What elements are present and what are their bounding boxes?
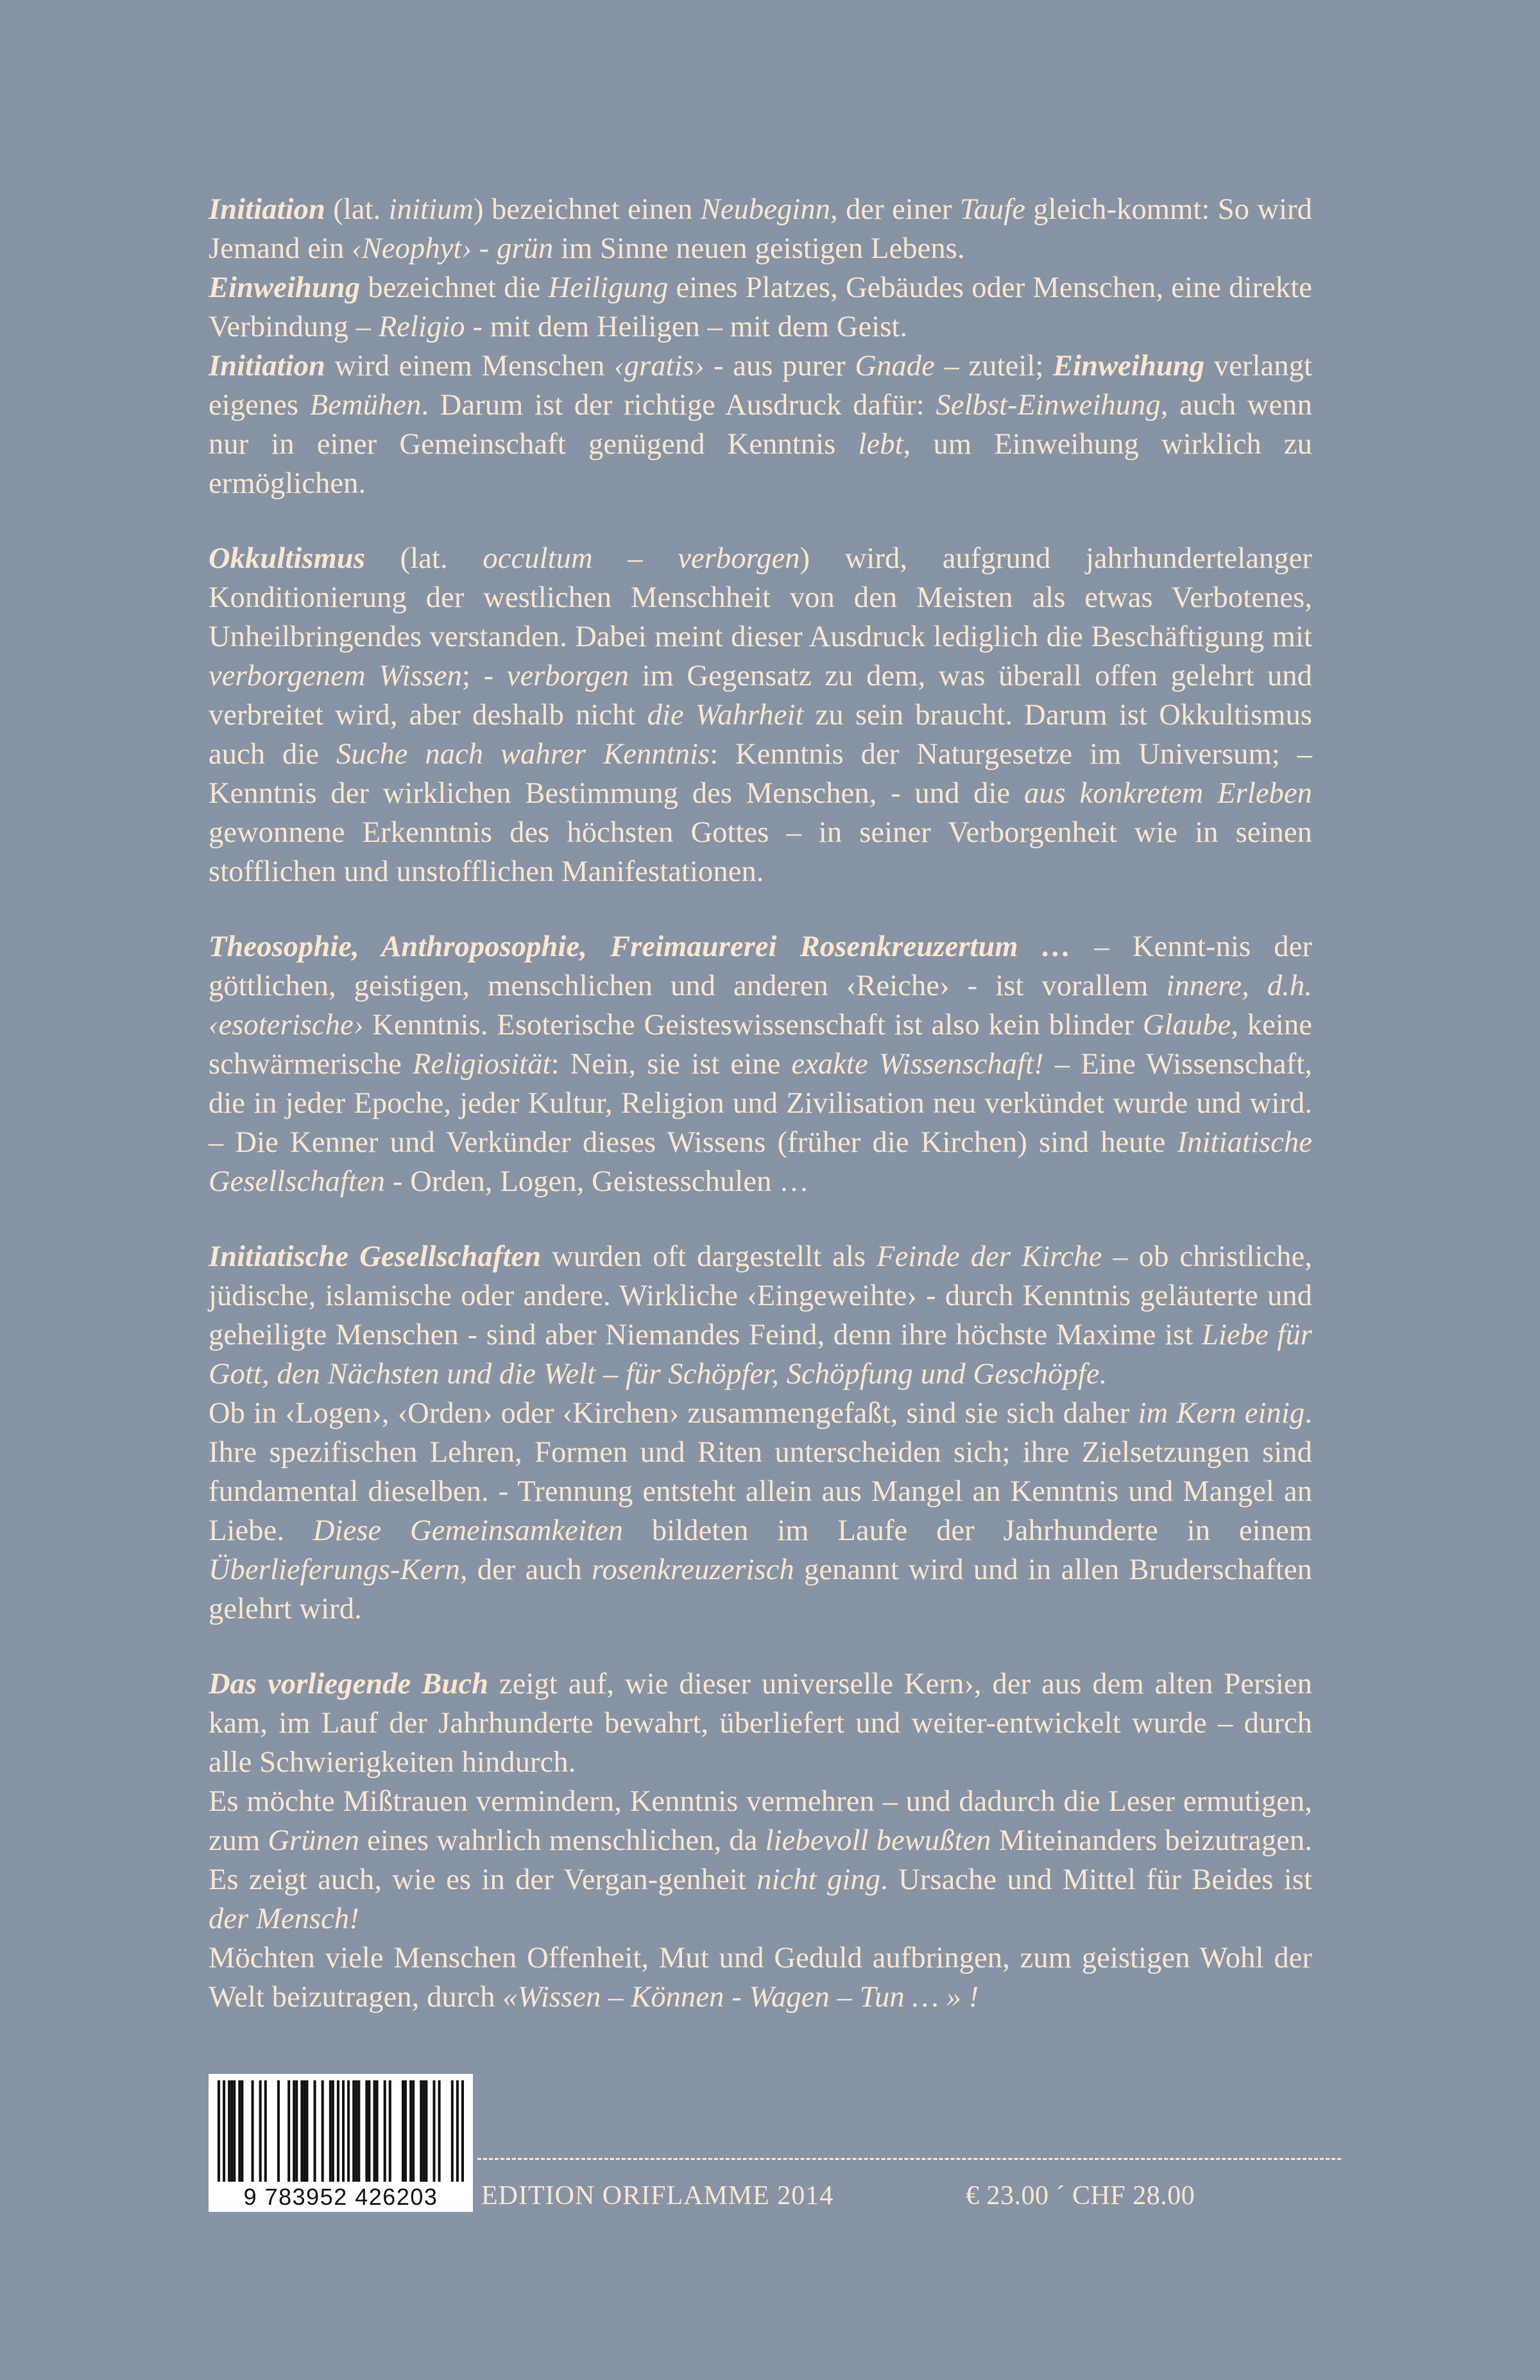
emphasis-text: Heiligung: [548, 271, 669, 304]
paragraph: [209, 539, 1312, 891]
keyword-heading: Einweihung: [209, 271, 361, 304]
body-text: genannt wird und in allen Bruderschaften gelehrt wird.: [209, 1554, 1312, 1625]
emphasis-text: Bemühen: [309, 389, 422, 422]
body-text: Es möchte Mißtrauen vermindern, Kenntnis vermehren – und dadurch die Leser ermutigen, zum: [209, 1785, 1312, 1857]
barcode-bar: [230, 2080, 233, 2182]
barcode-bar: [305, 2080, 308, 2182]
isbn-barcode: [209, 2074, 473, 2212]
barcode-bar: [422, 2080, 425, 2182]
body-text: : Nein, sie ist eine: [551, 1048, 792, 1081]
body-text: (lat.: [325, 193, 389, 226]
body-text: - Orden, Logen, Geistesschulen …: [385, 1165, 809, 1198]
body-text: Möchten viele Menschen Offenheit, Mut und Geduld aufbringen, zum geistigen Wohl der Welt beizutragen, durch: [209, 1942, 1312, 2014]
barcode-bar: [402, 2080, 404, 2182]
barcode-bar: [300, 2080, 303, 2182]
body-text: - aus purer: [704, 350, 855, 382]
emphasis-text: im Kern einig: [1138, 1397, 1305, 1430]
paragraph: [209, 1665, 1312, 2017]
emphasis-text: lebt: [858, 428, 903, 461]
emphasis-text: occultum – verborgen: [483, 542, 800, 575]
barcode-bars: [218, 2080, 464, 2182]
dashed-divider: [477, 2158, 1341, 2160]
body-text: zu sein braucht. Darum ist Okkultismus auch die: [209, 699, 1312, 771]
barcode-bar: [228, 2080, 230, 2182]
barcode-bar: [223, 2080, 225, 2182]
body-text: , der einer: [830, 193, 960, 226]
emphasis-text: Neubeginn: [700, 193, 831, 226]
body-text: . Ursache und Mittel für Beides ist: [880, 1863, 1312, 1896]
price-label: € 23.00 ´ CHF 28.00: [966, 2181, 1195, 2211]
body-text: – zuteil;: [934, 350, 1054, 382]
emphasis-text: Gnade: [855, 350, 935, 382]
barcode-bar: [389, 2080, 391, 2182]
emphasis-text: nicht ging: [757, 1863, 881, 1896]
body-text: , der auch: [459, 1554, 592, 1586]
emphasis-text: liebevoll bewußten: [765, 1824, 991, 1857]
barcode-bar: [295, 2080, 298, 2182]
body-text: gewonnene Erkenntnis des höchsten Gottes – in seiner Verborgenheit wie in seinen stofflichen und unstofflichen Manifestationen.: [209, 816, 1312, 888]
barcode-bar: [373, 2080, 376, 2182]
emphasis-text: Suche nach wahrer Kenntnis: [336, 738, 710, 771]
barcode-bar: [432, 2080, 435, 2182]
emphasis-text: Taufe: [959, 193, 1025, 226]
emphasis-text: Religiosität: [412, 1048, 551, 1081]
body-text: ) bezeichnet einen: [474, 193, 701, 226]
barcode-bar: [425, 2080, 427, 2182]
body-text: , keine schwärmerische: [209, 1009, 1312, 1081]
barcode-bar: [287, 2080, 290, 2182]
paragraph-line: [209, 190, 1312, 268]
emphasis-text: aus konkretem Erleben: [1023, 777, 1312, 810]
barcode-bar: [352, 2080, 355, 2182]
emphasis-text: Diese Gemeinsamkeiten: [312, 1514, 624, 1547]
body-text: zeigt auf, wie dieser universelle Kern›, der aus dem alten Persien kam, im Lauf der Jahrhunderte bewahrt, überliefert und weiter-entwickelt wurde – durch alle Schwierigkeiten hindurch.: [209, 1668, 1312, 1779]
barcode-bar: [303, 2080, 305, 2182]
body-text: – Kennt-nis der göttlichen, geistigen, menschlichen und anderen ‹Reiche› - ist vorallem: [209, 930, 1312, 1002]
emphasis-text: der Mensch!: [209, 1903, 359, 1935]
keyword-heading: Theosophie, Anthroposophie, Freimaurerei Rosenkreuzertum …: [209, 930, 1072, 963]
emphasis-text: Selbst-Einweihung: [936, 389, 1161, 422]
barcode-bar: [376, 2080, 379, 2182]
barcode-bar: [241, 2080, 243, 2182]
body-text: : Kenntnis der Naturgesetze im Universum; – Kenntnis der wirklichen Bestimmung des Menschen, - und die: [209, 738, 1312, 810]
barcode-bar: [238, 2080, 241, 2182]
barcode-bar: [357, 2080, 360, 2182]
body-text: bildeten im Laufe der Jahrhunderte in einem: [623, 1514, 1312, 1547]
emphasis-text: Glaube: [1142, 1009, 1231, 1041]
body-text: eines Platzes, Gebäudes oder Menschen, eine direkte Verbindung –: [209, 271, 1312, 343]
emphasis-text: Überlieferungs-Kern: [209, 1554, 460, 1586]
barcode-bar: [218, 2080, 220, 2182]
body-text: - mit dem Heiligen – mit dem Geist.: [465, 311, 908, 343]
keyword-heading: Das vorliegende Buch: [209, 1668, 489, 1700]
paragraph-line: [209, 1237, 1312, 1394]
publisher-imprint: EDITION ORIFLAMME 2014: [481, 2181, 834, 2211]
keyword-heading: Einweihung: [1053, 350, 1205, 382]
barcode-bar: [412, 2080, 415, 2182]
barcode-bar: [355, 2080, 357, 2182]
barcode-bar: [332, 2080, 334, 2182]
keyword-heading: Initiatische Gesellschaften: [209, 1240, 542, 1273]
emphasis-text: initium: [388, 193, 474, 226]
body-text: – Eine Wissenschaft, die in jeder Epoche, jeder Kultur, Religion und Zivilisation neu verkündet wurde und wird. – Die Kenner und Verkünder dieses Wissens (früher die Kirchen) sind heute: [209, 1048, 1312, 1159]
body-text: ; -: [462, 660, 507, 692]
paragraph-line: [209, 1939, 1312, 2017]
emphasis-text: grün: [497, 232, 554, 265]
keyword-heading: Initiation: [209, 193, 325, 226]
keyword-heading: Initiation: [209, 350, 325, 382]
barcode-bar: [337, 2080, 339, 2182]
body-text: Miteinanders beizutragen. Es zeigt auch, wie es in der Vergan-genheit: [209, 1824, 1312, 1896]
emphasis-text: Grünen: [268, 1824, 360, 1857]
body-text: -: [472, 232, 497, 265]
barcode-bar: [293, 2080, 295, 2182]
paragraph: [209, 1237, 1312, 1629]
paragraph-line: [209, 1394, 1312, 1629]
barcode-number: 9 783952 426203: [243, 2184, 438, 2210]
emphasis-text: «Wissen – Können - Wagen – Tun … » !: [502, 1981, 979, 2014]
body-text: . Ihre spezifischen Lehren, Formen und Riten unterscheiden sich; ihre Zielsetzungen sind fundamental dieselben. - Trennung entsteht allein aus Mangel an Kenntnis und Mangel an Liebe.: [209, 1397, 1313, 1547]
body-text: , auch wenn nur in einer Gemeinschaft genügend Kenntnis: [209, 389, 1312, 461]
barcode-bar: [321, 2080, 324, 2182]
paragraph-line: [209, 1665, 1312, 1782]
barcode-bar: [456, 2080, 459, 2182]
emphasis-text: rosenkreuzerisch: [591, 1554, 794, 1586]
body-text: . Darum ist der richtige Ausdruck dafür:: [421, 389, 936, 422]
paragraph-line: [209, 539, 1312, 891]
body-text: – ob christliche, jüdische, islamische oder andere. Wirkliche ‹Eingeweihte› - durch Kenntnis geläuterte und geheiligte Menschen - sind aber Niemandes Feind, denn ihre höchste Maxime ist: [209, 1240, 1312, 1351]
body-text: ) wird, aufgrund jahrhundertelanger Konditionierung der westlichen Menschheit von den Meisten als etwas Verbotenes, Unheilbringendes verstanden. Dabei meint dieser Ausdruck lediglich die Beschäftigung mit: [209, 542, 1312, 653]
barcode-bar: [342, 2080, 345, 2182]
emphasis-text: Feinde der Kirche: [877, 1240, 1102, 1273]
emphasis-text: innere, d.h. ‹esoterische›: [209, 970, 1312, 1041]
emphasis-text: exakte Wissenschaft!: [791, 1048, 1044, 1081]
barcode-bar: [461, 2080, 464, 2182]
barcode-bar: [252, 2080, 254, 2182]
barcode-bar: [329, 2080, 332, 2182]
paragraph: [209, 190, 1312, 503]
body-text: wurden oft dargestellt als: [541, 1240, 877, 1273]
barcode-bar: [438, 2080, 441, 2182]
emphasis-text: Initiatische Gesellschaften: [209, 1126, 1312, 1198]
emphasis-text: die Wahrheit: [647, 699, 804, 732]
barcode-bar: [233, 2080, 235, 2182]
emphasis-text: verborgen: [506, 660, 629, 692]
emphasis-text: Religio: [378, 311, 465, 343]
emphasis-text: ‹Neophyt›: [352, 232, 472, 265]
emphasis-text: verborgenem Wissen: [209, 660, 463, 692]
barcode-bar: [365, 2080, 368, 2182]
barcode-bar: [314, 2080, 316, 2182]
body-text: gleich-kommt: So wird Jemand ein: [209, 193, 1312, 265]
body-text: Kenntnis. Esoterische Geisteswissenschaft ist also kein blinder: [363, 1009, 1143, 1041]
barcode-bar: [264, 2080, 267, 2182]
paragraph-line: [209, 927, 1312, 1201]
body-text: , um Einweihung wirklich zu ermöglichen.: [209, 428, 1312, 500]
barcode-bar: [347, 2080, 350, 2182]
barcode-bar: [259, 2080, 262, 2182]
paragraph-line: [209, 268, 1312, 347]
body-text: wird einem Menschen: [325, 350, 615, 382]
barcode-bar: [384, 2080, 386, 2182]
keyword-heading: Okkultismus: [209, 542, 366, 575]
body-text: Ob in ‹Logen›, ‹Orden› oder ‹Kirchen› zusammengefaßt, sind sie sich daher: [209, 1397, 1138, 1430]
barcode-bar: [368, 2080, 370, 2182]
body-text: verlangt eigenes: [209, 350, 1312, 422]
body-text: im Gegensatz zu dem, was überall offen gelehrt und verbreitet wird, aber deshalb nicht: [209, 660, 1312, 732]
barcode-bar: [277, 2080, 280, 2182]
paragraph-line: [209, 1782, 1312, 1939]
emphasis-text: Liebe für Gott, den Nächsten und die Welt – für Schöpfer, Schöpfung und Geschöpfe.: [209, 1319, 1312, 1391]
body-text: (lat.: [365, 542, 483, 575]
barcode-bar: [409, 2080, 412, 2182]
body-text: bezeichnet die: [360, 271, 549, 304]
back-cover-text: [209, 190, 1312, 2053]
body-text: eines wahrlich menschlichen, da: [359, 1824, 766, 1857]
barcode-bar: [404, 2080, 407, 2182]
body-text: im Sinne neuen geistigen Lebens.: [553, 232, 965, 265]
emphasis-text: ‹gratis›: [614, 350, 705, 382]
paragraph: [209, 927, 1312, 1201]
paragraph-line: [209, 347, 1312, 503]
barcode-bar: [451, 2080, 454, 2182]
barcode-bar: [420, 2080, 422, 2182]
